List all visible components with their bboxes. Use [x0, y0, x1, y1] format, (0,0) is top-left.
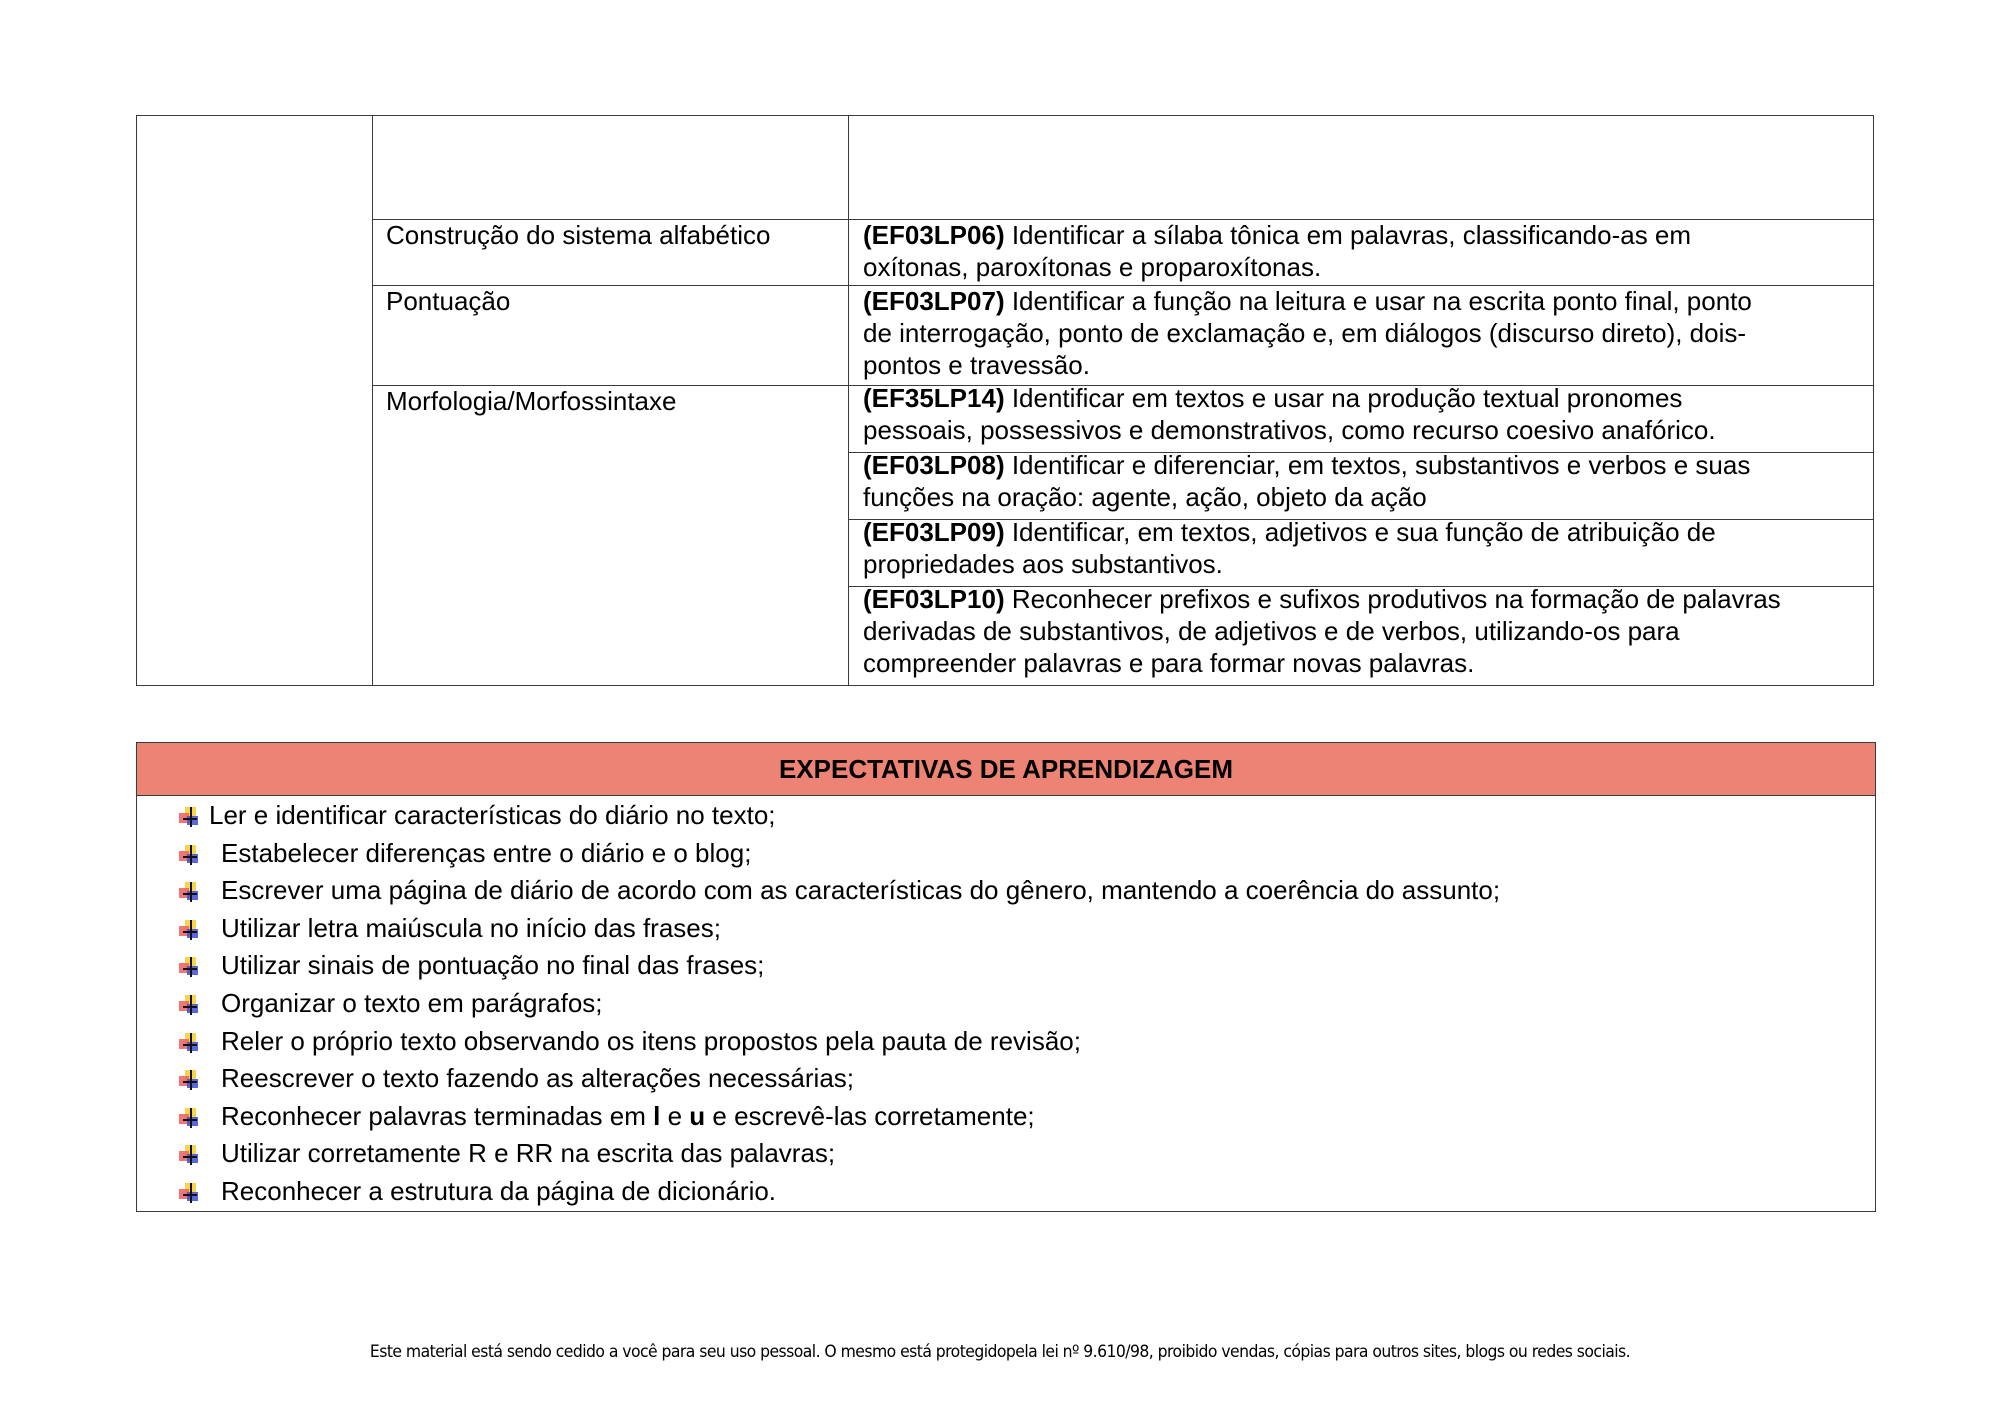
skill-cell: (EF03LP08) Identificar e diferenciar, em textos, substantivos e verbos e suas funções na oração: agente, ação, objeto da ação [863, 450, 1751, 512]
skill-code: (EF03LP06) [863, 220, 1005, 250]
list-item: Reconhecer palavras terminadas em l e u e escrevê-las corretamente; [179, 1098, 1875, 1136]
skill-cell: (EF03LP07) Identificar a função na leitura e usar na escrita ponto final, ponto de interrogação, ponto de exclamação e, em diálogos (discurso direto), dois- pontos e travessão. [863, 286, 1752, 380]
expectativas-box [136, 742, 1876, 1212]
skills-table [136, 115, 1874, 686]
arrow-down-bullet-icon [179, 1070, 199, 1090]
list-item: Escrever uma página de diário de acordo com as características do gênero, mantendo a coerência do assunto; [179, 872, 1875, 910]
skill-code: (EF35LP14) [863, 383, 1005, 413]
skill-cell: (EF03LP09) Identificar, em textos, adjetivos e sua função de atribuição de propriedades aos substantivos. [863, 517, 1716, 579]
arrow-down-bullet-icon [179, 1145, 199, 1165]
arrow-down-bullet-icon [179, 995, 199, 1015]
list-item: Utilizar letra maiúscula no início das frases; [179, 910, 1875, 948]
arrow-down-bullet-icon [179, 957, 199, 977]
column-divider [848, 116, 849, 685]
arrow-down-bullet-icon [179, 1108, 199, 1128]
arrow-down-bullet-icon [179, 882, 199, 902]
list-item: Utilizar corretamente R e RR na escrita das palavras; [179, 1135, 1875, 1173]
arrow-down-bullet-icon [179, 1183, 199, 1203]
list-item: Ler e identificar características do diário no texto; [179, 797, 1875, 835]
skill-code: (EF03LP10) [863, 584, 1005, 614]
skill-code: (EF03LP09) [863, 517, 1005, 547]
skill-cell: (EF03LP06) Identificar a sílaba tônica em palavras, classificando-as em oxítonas, paroxítonas e proparoxítonas. [863, 220, 1692, 282]
object-cell: Pontuação [386, 286, 511, 316]
skill-cell: (EF35LP14) Identificar em textos e usar na produção textual pronomes pessoais, possessivos e demonstrativos, como recurso coesivo anafórico. [863, 383, 1716, 445]
list-item: Utilizar sinais de pontuação no final das frases; [179, 947, 1875, 985]
skill-code: (EF03LP08) [863, 450, 1005, 480]
skill-cell: (EF03LP10) Reconhecer prefixos e sufixos produtivos na formação de palavras derivadas de substantivos, de adjetivos e de verbos, utilizando-os para compreender palavras e para formar novas palavras. [863, 584, 1781, 678]
object-cell: Construção do sistema alfabético [386, 220, 771, 250]
arrow-down-bullet-icon [179, 920, 199, 940]
object-cell: Morfologia/Morfossintaxe [386, 386, 677, 416]
arrow-down-bullet-icon [179, 807, 199, 827]
column-divider [372, 116, 373, 685]
arrow-down-bullet-icon [179, 845, 199, 865]
expectativas-list [179, 797, 1875, 1211]
list-item: Estabelecer diferenças entre o diário e o blog; [179, 835, 1875, 873]
list-item: Reescrever o texto fazendo as alterações necessárias; [179, 1060, 1875, 1098]
list-item: Organizar o texto em parágrafos; [179, 985, 1875, 1023]
list-item: Reconhecer a estrutura da página de dicionário. [179, 1173, 1875, 1211]
list-item: Reler o próprio texto observando os itens propostos pela pauta de revisão; [179, 1023, 1875, 1061]
expectativas-title: EXPECTATIVAS DE APRENDIZAGEM [137, 743, 1875, 796]
copyright-footer: Este material está sendo cedido a você para seu uso pessoal. O mesmo está protegidopela lei nº 9.610/98, proibido vendas, cópias para outros sites, blogs ou redes sociais. [369, 1342, 1631, 1362]
arrow-down-bullet-icon [179, 1033, 199, 1053]
skill-code: (EF03LP07) [863, 286, 1005, 316]
